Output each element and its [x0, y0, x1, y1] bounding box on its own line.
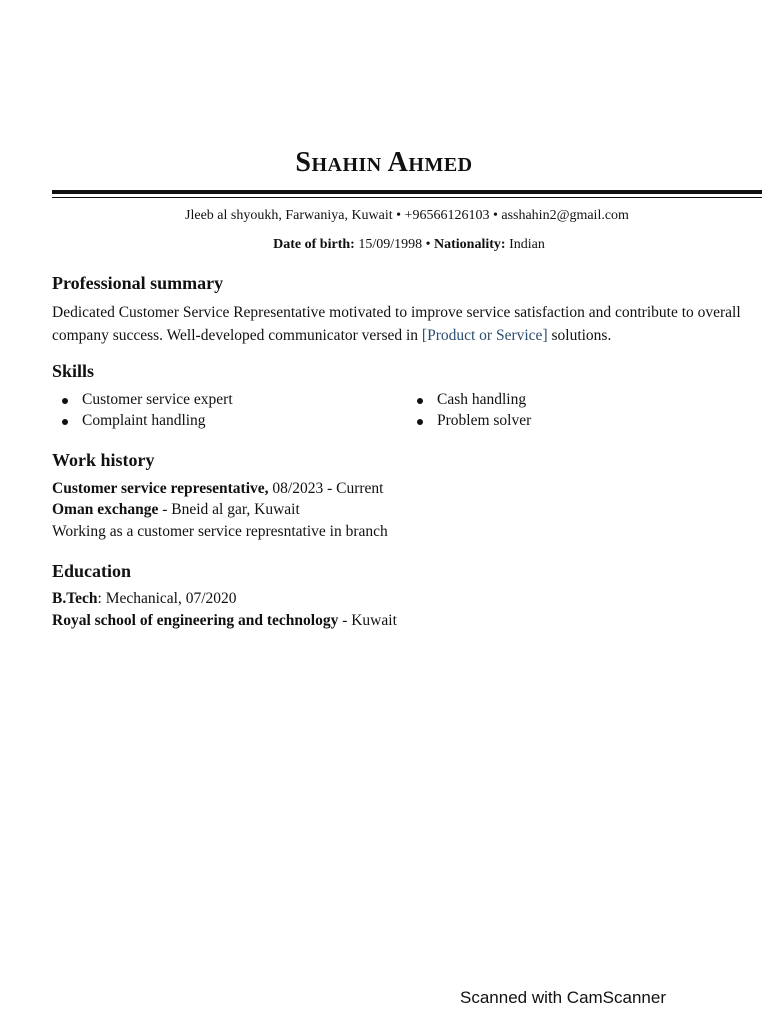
dob-value: 15/09/1998	[354, 237, 423, 252]
header-divider-thick	[52, 190, 762, 194]
work-company-line	[52, 501, 300, 519]
skill-item: Cash handling	[437, 391, 527, 408]
work-dates: 08/2023 - Current	[268, 480, 384, 497]
nationality-label: Nationality:	[434, 237, 506, 252]
work-role: Customer service representative,	[52, 480, 269, 497]
candidate-name: Shahin Ahmed	[295, 147, 473, 178]
education-school-line	[52, 612, 397, 630]
work-heading: Work history	[52, 450, 155, 470]
nationality-value: Indian	[505, 237, 545, 252]
work-role-line	[52, 480, 383, 498]
summary-heading: Professional summary	[52, 273, 224, 293]
product-placeholder: [Product or Service]	[421, 327, 548, 344]
skill-item: Complaint handling	[82, 412, 206, 429]
summary-text	[52, 301, 742, 347]
work-location: - Bneid al gar, Kuwait	[158, 501, 300, 518]
education-field: : Mechanical, 07/2020	[97, 590, 237, 607]
skill-bullet	[62, 419, 68, 425]
skill-bullet	[417, 398, 423, 404]
skills-heading: Skills	[52, 361, 95, 381]
education-degree-line	[52, 590, 237, 608]
work-description: Working as a customer service represntative in branch	[52, 523, 388, 540]
contact-line: Jleeb al shyoukh, Farwaniya, Kuwait • +96566126103 • asshahin2@gmail.com	[185, 208, 629, 223]
personal-info-line	[0, 237, 768, 253]
education-location: - Kuwait	[338, 612, 397, 629]
skill-bullet	[62, 398, 68, 404]
skill-item: Customer service expert	[82, 391, 233, 408]
education-school: Royal school of engineering and technology	[52, 612, 339, 629]
skill-item: Problem solver	[437, 412, 532, 429]
camscanner-watermark: Scanned with CamScanner	[460, 988, 667, 1007]
summary-text-main: Dedicated Customer Service Representative motivated to improve service satisfaction and contribute to overall company success. Well-developed communicator versed in	[52, 304, 741, 344]
work-company: Oman exchange	[52, 501, 159, 518]
header-divider-thin	[52, 197, 762, 198]
education-degree: B.Tech	[52, 590, 98, 607]
skill-bullet	[417, 419, 423, 425]
dob-label: Date of birth:	[273, 237, 355, 252]
education-heading: Education	[52, 561, 132, 581]
summary-text-end: solutions.	[547, 327, 612, 344]
info-separator: •	[422, 237, 434, 252]
